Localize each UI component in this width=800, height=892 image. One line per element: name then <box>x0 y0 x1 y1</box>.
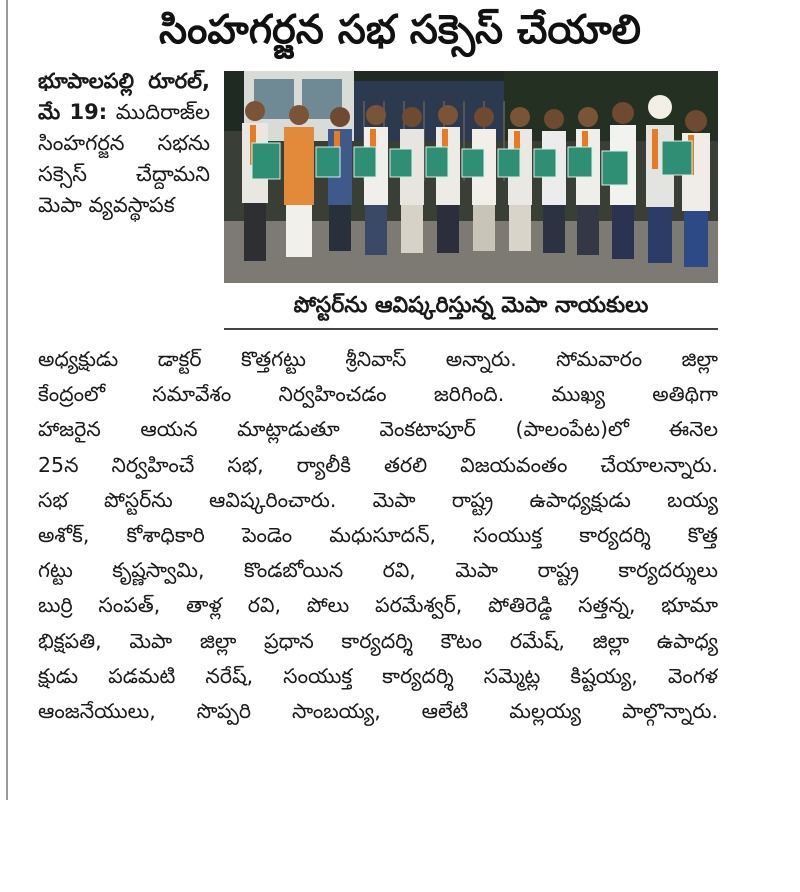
news-photo <box>224 71 718 283</box>
column-rule <box>6 0 8 800</box>
body-line: ఆంజనేయులు, సొప్పరి సాంబయ్య, ఆలేటి మల్లయ్య పాల్గొన్నారు. <box>38 699 718 724</box>
body-line: సభ పోస్టర్‌ను ఆవిష్కరించారు. మెపా రాష్ట్ర ఉపాధ్యక్షుడు బయ్య <box>38 487 718 512</box>
body-line: గట్టు కృష్ణస్వామి, కొండబోయిన రవి, మెపా రాష్ట్ర కార్యదర్శులు <box>38 558 718 583</box>
body-line: బుర్రి సంపత్, తాళ్ల రవి, పోలు పరమేశ్వర్, పోతిరెడ్డి సత్తన్న, భూమా <box>38 593 718 618</box>
article-body <box>38 342 718 729</box>
body-line: అశోక్, కోశాధికారి పెండెం మధుసూదన్, సంయుక్త కార్యదర్శి కొత్త <box>38 523 718 548</box>
body-line: అధ్యక్షుడు డాక్టర్ కొత్తగట్టు శ్రీనివాస్ అన్నారు. సోమవారం జిల్లా <box>38 347 718 371</box>
article-intro <box>38 66 210 221</box>
body-line: భిక్షపతి, మెపా జిల్లా ప్రధాన కార్యదర్శి కౌటం రమేష్, జిల్లా ఉపాధ్య <box>38 628 718 653</box>
intro-text: ముదిరాజ్‌ల సింహగర్జన సభను సక్సెస్ చేద్దామని మెపా వ్యవస్థాపక <box>38 100 210 217</box>
body-line: 25న నిర్వహించే సభ, ర్యాలీకి తరలి విజయవంతం చేయాలన్నారు. <box>38 452 718 477</box>
body-line: హాజరైన ఆయన మాట్లాడుతూ వెంకటాపూర్ (పాలంపేట)లో ఈనెల <box>38 417 718 442</box>
article-dateline: భూపాలపల్లి రూరల్, మే 19: <box>38 69 210 124</box>
body-line: క్షుడు పడమటి నరేష్, సంయుక్త కార్యదర్శి సమ్మెట్ల కిష్టయ్య, వెంగళ <box>38 663 718 688</box>
photo-caption: పోస్టర్‌ను ఆవిష్కరిస్తున్న మెపా నాయకులు <box>224 286 718 330</box>
body-line: కేంద్రంలో సమావేశం నిర్వహించడం జరిగింది. ముఖ్య అతిథిగా <box>38 382 718 407</box>
article-headline: సింహగర్జన సభ సక్సెస్‌ చేయాలి <box>159 7 641 53</box>
